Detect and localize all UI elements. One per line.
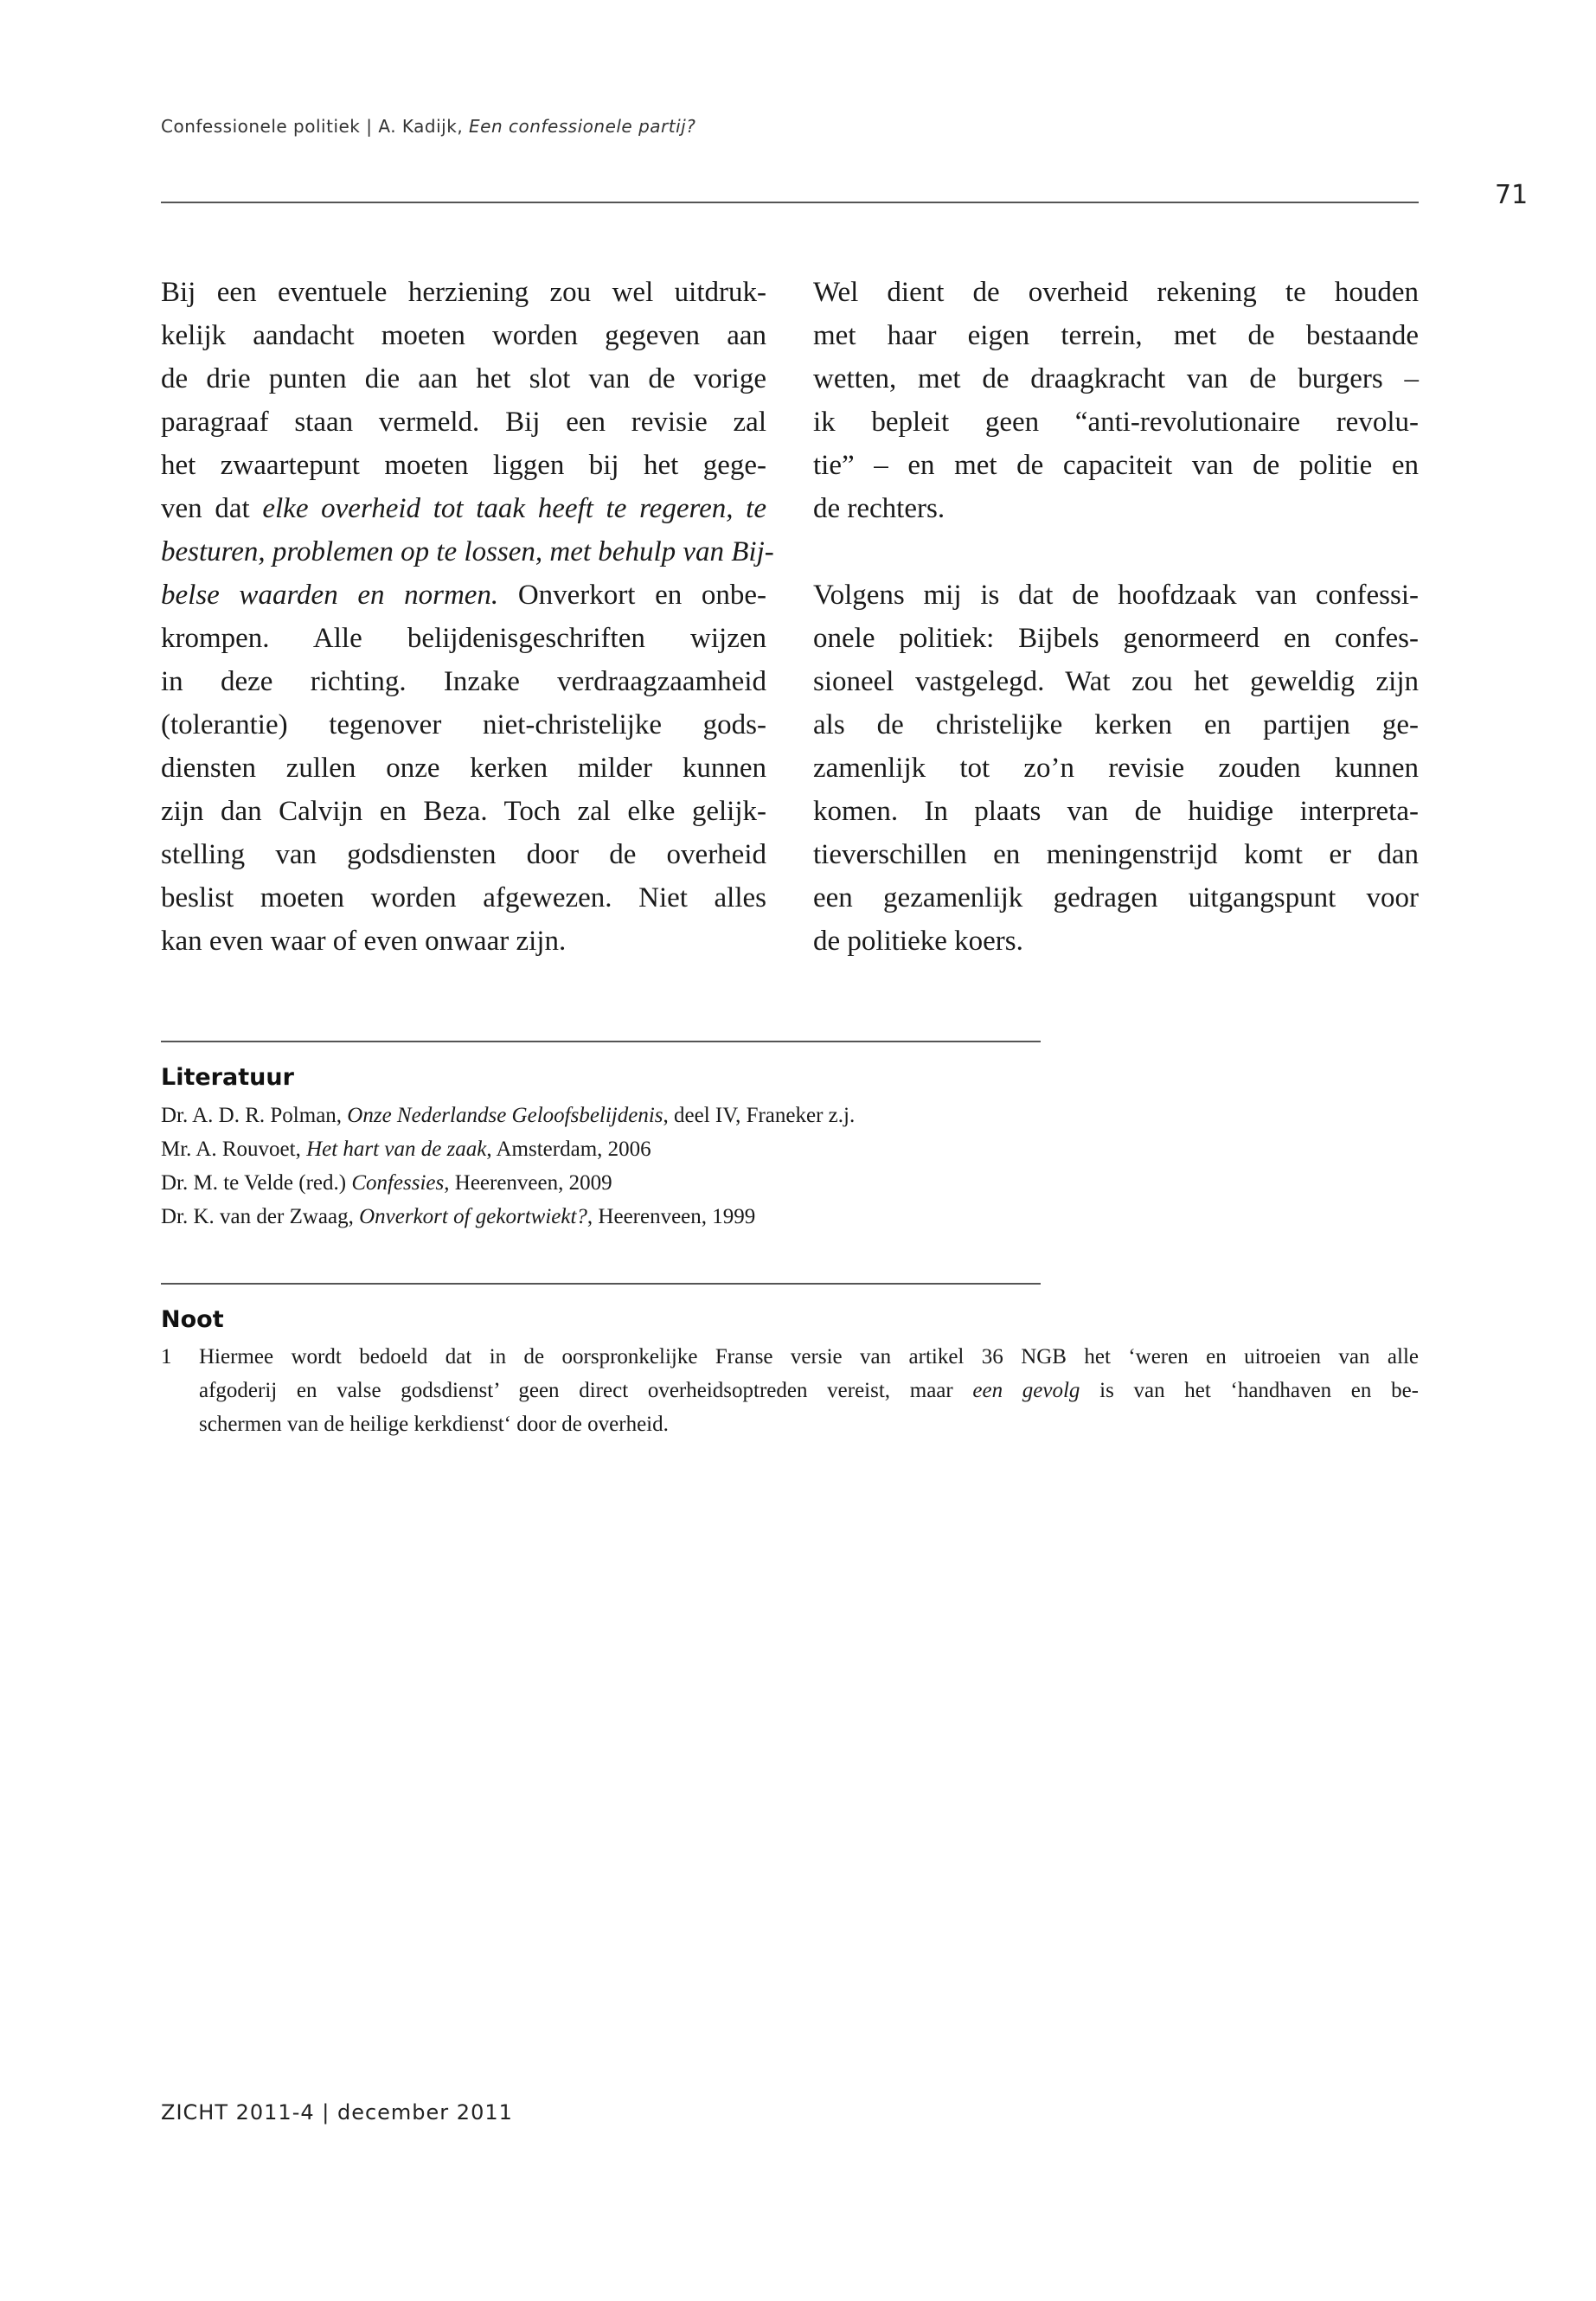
text: tieverschillen en meningenstrijd komt er dan [813, 839, 1419, 870]
text: Onverkort en onbe- [498, 580, 766, 611]
footer-issue: ZICHT 2011-4 | december 2011 [161, 2100, 513, 2125]
text: Volgens mij is dat de hoofdzaak van confessi- [813, 580, 1419, 611]
footnote-line [199, 1374, 1419, 1407]
footnote-line [199, 1407, 1419, 1441]
text-line [813, 444, 1419, 487]
header-separator: | [366, 116, 373, 137]
text: kelijk aandacht moeten worden gegeven aan [161, 320, 766, 351]
notes-heading: Noot [161, 1306, 224, 1333]
text-line [161, 444, 766, 487]
footnote-text [199, 1340, 1419, 1441]
text: Dr. M. te Velde (red.) [161, 1171, 352, 1195]
italic-text: Onze Nederlandse Geloofsbelijdenis [347, 1104, 663, 1127]
text: wetten, met de draagkracht van de burgers – [813, 363, 1419, 394]
text: zijn dan Calvijn en Beza. Toch zal elke gelijk- [161, 796, 766, 827]
text: beslist moeten worden afgewezen. Niet alles [161, 882, 766, 913]
text-line [161, 314, 766, 357]
text: de politieke koers. [813, 926, 1023, 957]
text: met haar eigen terrein, met de bestaande [813, 320, 1419, 351]
text: Dr. A. D. R. Polman, [161, 1104, 348, 1127]
text-line [813, 703, 1419, 747]
text: komen. In plaats van de huidige interpreta- [813, 796, 1419, 827]
text-line [813, 833, 1419, 876]
text: als de christelijke kerken en partijen ge- [813, 709, 1419, 740]
text-line [161, 703, 766, 747]
text: de drie punten die aan het slot van de vorige [161, 363, 766, 394]
text: ik bepleit geen “anti-revolutionaire revolu- [813, 407, 1419, 438]
text: , deel IV, Franeker z.j. [663, 1104, 856, 1127]
text: , Heerenveen, 1999 [586, 1205, 756, 1228]
italic-text: Onverkort of gekortwiekt? [359, 1205, 587, 1228]
italic-text: Het hart van de zaak [306, 1138, 487, 1161]
italic-text: besturen, problemen op te lossen, met behulp van Bij- [161, 536, 774, 567]
text: paragraaf staan vermeld. Bij een revisie zal [161, 407, 766, 438]
text-line [161, 574, 766, 617]
text: diensten zullen onze kerken milder kunnen [161, 753, 766, 784]
text-line [813, 790, 1419, 833]
text: tie” – en met de capaciteit van de politie en [813, 450, 1419, 481]
literature-item [161, 1132, 855, 1166]
literature-item [161, 1166, 855, 1200]
footnote-line [199, 1340, 1419, 1374]
text: een gezamenlijk gedragen uitgangspunt voor [813, 882, 1419, 913]
text-line [161, 401, 766, 444]
text-line [161, 876, 766, 920]
text-line [813, 487, 1419, 530]
text-line [813, 314, 1419, 357]
text: stelling van godsdiensten door de overheid [161, 839, 766, 870]
text-line [813, 357, 1419, 401]
header-section: Confessionele politiek [161, 116, 361, 137]
text-line [813, 920, 1419, 963]
literature-rule [161, 1041, 1041, 1042]
text: Mr. A. Rouvoet, [161, 1138, 307, 1161]
text: (tolerantie) tegenover niet-christelijke gods- [161, 709, 766, 740]
text-line [813, 271, 1419, 314]
text-line [161, 357, 766, 401]
text-line [813, 617, 1419, 660]
text-line [161, 617, 766, 660]
header-author: A. Kadijk, [378, 116, 464, 137]
text-line [161, 747, 766, 790]
text: schermen van de heilige kerkdienst‘ door de overheid. [199, 1413, 669, 1436]
literature-list [161, 1099, 855, 1234]
literature-item [161, 1099, 855, 1132]
text: de rechters. [813, 493, 945, 524]
paragraph-break [813, 530, 1419, 574]
text: afgoderij en valse godsdienst’ geen direct overheidsoptreden vereist, maar [199, 1379, 973, 1402]
italic-text: een gevolg [972, 1379, 1080, 1402]
text: Hiermee wordt bedoeld dat in de oorspronkelijke Franse versie van artikel 36 NGB het ‘weren en uitroeien van alle [199, 1345, 1419, 1368]
italic-text: Confessies [351, 1171, 445, 1195]
text: Wel dient de overheid rekening te houden [813, 277, 1419, 308]
italic-text: belse waarden en normen. [161, 580, 499, 611]
text-line [161, 660, 766, 703]
text-line [813, 574, 1419, 617]
text: onele politiek: Bijbels genormeerd en confes- [813, 623, 1419, 654]
body-column-left [161, 271, 774, 963]
notes-rule [161, 1283, 1041, 1285]
text-line [161, 530, 774, 574]
text-line [161, 833, 766, 876]
italic-text: elke overheid tot taak heeft te regeren, te [262, 493, 767, 524]
text-line [161, 920, 766, 963]
text-line [813, 747, 1419, 790]
text: in deze richting. Inzake verdraagzaamheid [161, 666, 766, 697]
text-line [813, 876, 1419, 920]
footnote-number: 1 [161, 1345, 172, 1368]
body-column-right [813, 271, 1419, 963]
text: Bij een eventuele herziening zou wel uitdruk- [161, 277, 766, 308]
text: , Amsterdam, 2006 [486, 1138, 651, 1161]
text: is van het ‘handhaven en be- [1080, 1379, 1419, 1402]
header-article-title: Een confessionele partij? [469, 116, 696, 137]
text-line [161, 271, 766, 314]
page-number: 71 [1495, 180, 1529, 210]
text-line [813, 401, 1419, 444]
running-header [161, 116, 695, 137]
header-rule [161, 202, 1419, 203]
text: zamenlijk tot zo’n revisie zouden kunnen [813, 753, 1419, 784]
text: ven dat [161, 493, 263, 524]
text: , Heerenveen, 2009 [444, 1171, 612, 1195]
literature-item [161, 1200, 855, 1234]
text: Dr. K. van der Zwaag, [161, 1205, 360, 1228]
text-line [161, 790, 766, 833]
text-line [813, 660, 1419, 703]
text: het zwaartepunt moeten liggen bij het gege- [161, 450, 766, 481]
literature-heading: Literatuur [161, 1064, 294, 1091]
text: kan even waar of even onwaar zijn. [161, 926, 567, 957]
text: sioneel vastgelegd. Wat zou het geweldig zijn [813, 666, 1419, 697]
text: krompen. Alle belijdenisgeschriften wijzen [161, 623, 766, 654]
text-line [161, 487, 766, 530]
